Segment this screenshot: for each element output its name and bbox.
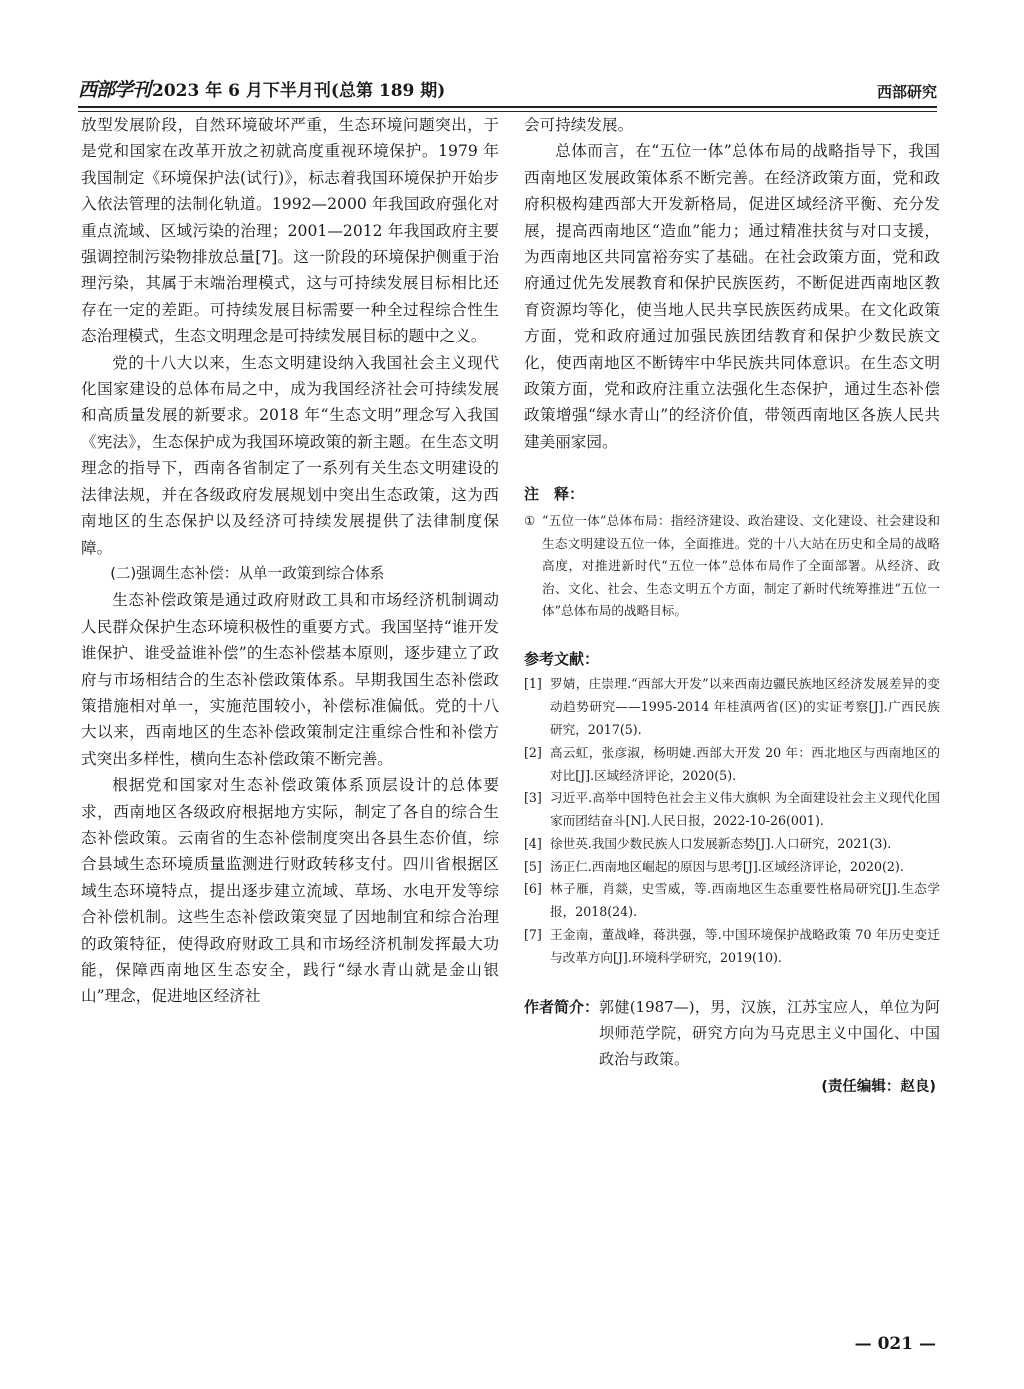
reference-item: [524, 787, 940, 833]
reference-item-number: [4]: [524, 835, 542, 851]
body-paragraph: 根据党和国家对生态补偿政策体系顶层设计的总体要求，西南地区各级政府根据地方实际，制定了各自的综合生态补偿政策。云南省的生态补偿制度突出各县生态价值，综合县域生态环境质量监测进行财政转移支付。四川省根据区域生态环境特点，提出逐步建立流域、草场、水电开发等综合补偿机制。这些生态补偿政策突显了因地制宜和综合治理的政策特征，使得政府财政工具和市场经济机制发挥最大功能，保障西南地区生态安全，践行“绿水青山就是金山银山”理念，促进地区经济社: [81, 776, 499, 1006]
reference-item-number: [5]: [524, 858, 542, 874]
note-item-number: ①: [524, 513, 536, 529]
right-column-body: [524, 112, 940, 455]
references-title: 参考文献：: [524, 650, 600, 669]
reference-item-text: 高云虹，张彦淑，杨明婕.西部大开发 20 年：西北地区与西南地区的对比[J].区域经济评论，2020(5).: [550, 744, 940, 783]
reference-item: [524, 673, 940, 741]
responsible-editor: (责任编辑：赵良): [821, 1078, 936, 1095]
body-paragraph: 会可持续发展。: [524, 116, 634, 134]
reference-item-text: 习近平.高举中国特色社会主义伟大旗帜 为全面建设社会主义现代化国家而团结奋斗[N].人民日报，2022-10-26(001).: [550, 790, 940, 829]
reference-item: [524, 833, 940, 856]
issue-info: 2023 年 6 月下半月刊(总第 189 期): [152, 81, 446, 101]
author-bio-label: 作者简介：: [524, 997, 600, 1016]
note-item: [524, 510, 940, 622]
reference-item: [524, 924, 940, 970]
reference-item: [524, 742, 940, 788]
author-bio: [524, 994, 940, 1073]
author-bio-text: 郭健(1987—)，男，汉族，江苏宝应人，单位为阿坝师范学院，研究方向为马克思主义中国化、中国政治与政策。: [599, 997, 940, 1069]
references-list: [524, 673, 940, 969]
reference-item: [524, 856, 940, 879]
reference-item-number: [6]: [524, 881, 542, 897]
page-header: [78, 72, 937, 108]
right-column: [524, 112, 940, 1096]
note-item-text: “五位一体”总体布局：指经济建设、政治建设、文化建设、社会建设和生态文明建设五位一体，全面推进。党的十八大站在历史和全局的战略高度，对推进新时代“五位一体”总体布局作了全面部署。从经济、政治、文化、社会、生态文明五个方面，制定了新时代统筹推进“五位一体”总体布局的战略目标。: [542, 513, 940, 618]
reference-item-text: 罗婧，庄崇理.“西部大开发”以来西南边疆民族地区经济发展差异的变动趋势研究——1995-2014 年桂滇两省(区)的实证考察[J].广西民族研究，2017(5).: [550, 676, 940, 737]
page-number: — 021 —: [854, 1334, 936, 1354]
reference-item-text: 徐世英.我国少数民族人口发展新态势[J].人口研究，2021(3).: [550, 835, 892, 851]
section-subheading: (二)强调生态补偿：从单一政策到综合体系: [110, 564, 385, 582]
reference-item: [524, 878, 940, 924]
left-column: [81, 112, 499, 1010]
journal-masthead-logo: 西部学刊: [78, 79, 151, 101]
reference-item-text: 林子雁，肖燚，史雪威，等.西南地区生态重要性格局研究[J].生态学报，2018(24).: [550, 881, 940, 920]
notes-list: [524, 510, 940, 622]
reference-item-number: [1]: [524, 676, 542, 692]
body-paragraph: 党的十八大以来，生态文明建设纳入我国社会主义现代化国家建设的总体布局之中，成为我国经济社会可持续发展和高质量发展的新要求。2018 年“生态文明”理念写入我国《宪法》，生态保护成为我国环境政策的新主题。在生态文明理念的指导下，西南各省制定了一系列有关生态文明建设的法律法规，并在各级政府发展规划中突出生态政策，这为西南地区的生态保护以及经济可持续发展提供了法律制度保障。: [81, 353, 499, 557]
reference-item-number: [3]: [524, 790, 542, 806]
reference-item-number: [2]: [524, 744, 542, 760]
body-paragraph: 总体而言，在“五位一体”总体布局的战略指导下，我国西南地区发展政策体系不断完善。在经济政策方面，党和政府积极构建西部大开发新格局，促进区域经济平衡、充分发展，提高西南地区“造血”能力；通过精准扶贫与对口支援，为西南地区共同富裕夯实了基础。在社会政策方面，党和政府通过优先发展教育和保护民族医药，不断促进西南地区教育资源均等化，使当地人民共享民族医药成果。在文化政策方面，党和政府通过加强民族团结教育和保护少数民族文化，使西南地区不断铸牢中华民族共同体意识。在生态文明政策方面，党和政府注重立法强化生态保护，通过生态补偿政策增强“绿水青山”的经济价值，带领西南地区各族人民共建美丽家园。: [524, 142, 940, 451]
reference-item-text: 汤正仁.西南地区崛起的原因与思考[J].区域经济评论，2020(2).: [550, 858, 904, 874]
body-paragraph: 放型发展阶段，自然环境破坏严重，生态环境问题突出，于是党和国家在改革开放之初就高度重视环境保护。1979 年我国制定《环境保护法(试行)》，标志着我国环境保护开始步入依法管理的法制化轨道。1992—2000 年我国政府强化对重点流域、区域污染的治理；2001—2012 年我国政府主要强调控制污染物排放总量[7]。这一阶段的环境保护侧重于治理污染，其属于末端治理模式，这与可持续发展目标相比还存在一定的差距。可持续发展目标需要一种全过程综合性生态治理模式，生态文明理念是可持续发展目标的题中之义。: [81, 116, 499, 346]
body-paragraph: 生态补偿政策是通过政府财政工具和市场经济机制调动人民群众保护生态环境积极性的重要方式。我国坚持“谁开发谁保护、谁受益谁补偿”的生态补偿基本原则，逐步建立了政府与市场相结合的生态补偿政策体系。早期我国生态补偿政策措施相对单一，实施范围较小，补偿标准偏低。党的十八大以来，西南地区的生态补偿政策制定注重综合性和补偿方式突出多样性，横向生态补偿政策不断完善。: [81, 591, 499, 768]
column-name: 西部研究: [876, 83, 937, 101]
reference-item-number: [7]: [524, 927, 542, 943]
reference-item-text: 王金南，董战峰，蒋洪强，等.中国环境保护战略政策 70 年历史变迁与改革方向[J].环境科学研究，2019(10).: [550, 927, 940, 965]
header-journal-issue: [78, 75, 445, 102]
notes-title: 注 释：: [524, 485, 585, 504]
